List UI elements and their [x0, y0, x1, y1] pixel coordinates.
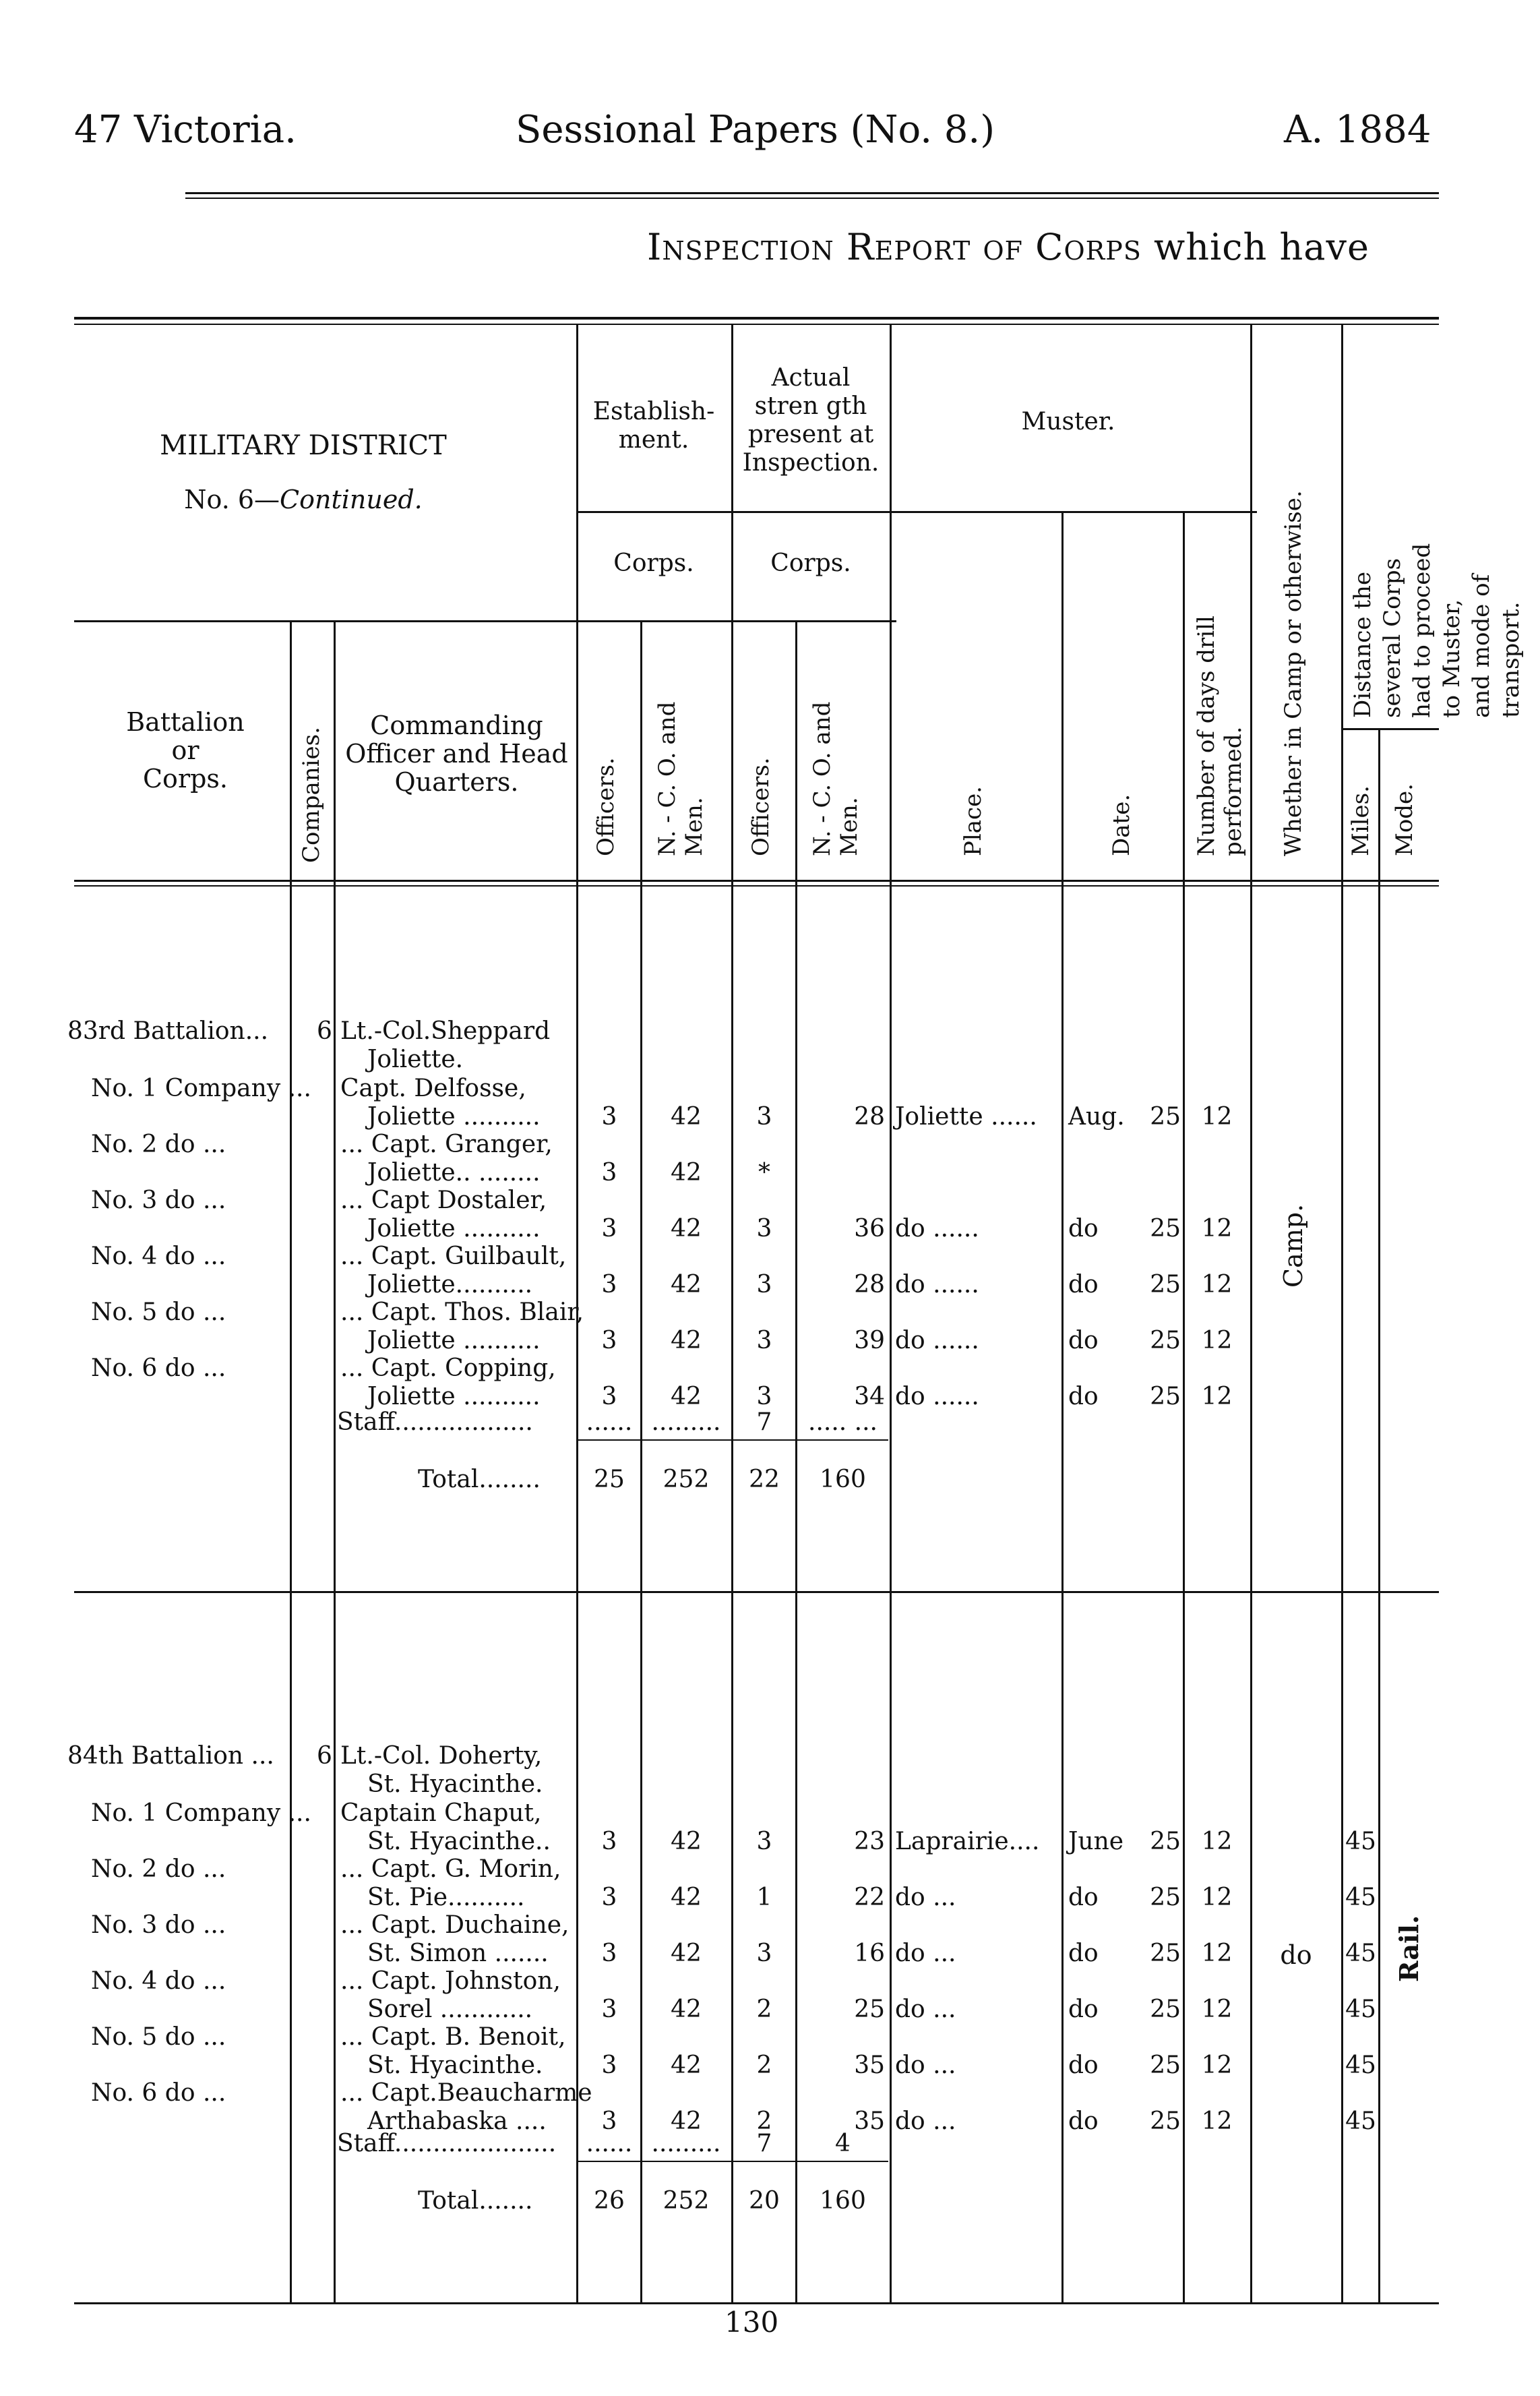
commanding-officer: Lt.-Col.Sheppard: [340, 1017, 551, 1045]
staff-officers: ......: [586, 2130, 633, 2157]
nco-men-heading: N. - C. O. and Men.: [654, 701, 708, 856]
nco-men-heading-actual: N. - C. O. and Men.: [809, 701, 863, 856]
company-headquarters: Sorel ............: [367, 1996, 533, 2023]
corps-name: No. 1 Company ...: [91, 1075, 311, 1102]
actual-officers: 2: [756, 2107, 772, 2135]
block-separator: [74, 1591, 1439, 1593]
actual-men: 28: [854, 1103, 885, 1131]
corps-name: No. 5 do ...: [91, 2023, 226, 2051]
camp-value: Camp.: [1279, 1203, 1308, 1288]
battalion-heading: Battalion or Corps.: [126, 707, 245, 793]
total-actual-men: 160: [820, 2187, 866, 2215]
distance-miles: 45: [1345, 1828, 1376, 1855]
total-men: 252: [663, 2187, 710, 2215]
drill-days: 12: [1201, 2051, 1233, 2079]
head-bottom-rule-2: [74, 885, 1439, 887]
subhead-rule: [576, 511, 1257, 513]
actual-officers: 3: [756, 1103, 772, 1131]
total-rule: [578, 1439, 888, 1441]
establishment-officers: 3: [601, 1271, 617, 1298]
distance-miles: 45: [1345, 1940, 1376, 1967]
company-headquarters: Joliette..........: [367, 1271, 533, 1298]
establishment-officers: 3: [601, 1383, 617, 1410]
corps-heading-establishment: Corps.: [613, 549, 694, 577]
district-sub-number: No. 6—: [184, 485, 280, 514]
company-captain: ... Capt. Duchaine,: [340, 1911, 569, 1939]
date-heading: Date.: [1108, 793, 1135, 856]
company-captain: ... Capt. Copping,: [340, 1354, 556, 1382]
table-bottom-rule: [74, 2302, 1439, 2304]
company-captain: Capt. Delfosse,: [340, 1075, 526, 1102]
muster-place: do ...: [895, 1996, 956, 2023]
muster-day: 25: [1150, 1103, 1181, 1131]
drill-days: 12: [1201, 1215, 1233, 1242]
commanding-heading: Commanding Officer and Head Quarters.: [345, 711, 568, 797]
muster-place: do ...: [895, 1940, 956, 1967]
muster-place: do ...: [895, 1884, 956, 1911]
actual-strength-heading: Actual stren gth present at Inspection.: [742, 364, 880, 477]
company-captain: ... Capt. Granger,: [340, 1131, 553, 1158]
company-captain: ... Capt.Beaucharme: [340, 2079, 592, 2107]
establishment-heading: Establish- ment.: [592, 398, 715, 454]
actual-men: 39: [854, 1327, 885, 1354]
companies-heading: Companies.: [298, 727, 325, 863]
corps-name: No. 1 Company ...: [91, 1799, 311, 1827]
actual-men: 23: [854, 1828, 885, 1855]
actual-officers: 3: [756, 1940, 772, 1967]
col-line-place: [890, 324, 892, 2302]
district-sub: [101, 485, 505, 514]
company-captain: ... Capt. B. Benoit,: [340, 2023, 566, 2051]
muster-heading: Muster.: [1021, 408, 1115, 436]
company-captain: ... Capt. G. Morin,: [340, 1855, 561, 1883]
drill-days-heading: Number of days drill performed.: [1193, 616, 1247, 856]
establishment-officers: 3: [601, 1103, 617, 1131]
company-captain: ... Capt. Johnston,: [340, 1967, 561, 1995]
muster-month: do: [1068, 1271, 1099, 1298]
drill-days: 12: [1201, 1828, 1233, 1855]
actual-officers: 3: [756, 1828, 772, 1855]
distance-heading: Distance the several Corps had to proceed to Muster, and mode of transport.: [1349, 543, 1524, 718]
actual-men: 25: [854, 1996, 885, 2023]
staff-officers: ......: [586, 1408, 633, 1436]
establishment-officers: 3: [601, 1215, 617, 1242]
establishment-men: 42: [671, 1383, 702, 1410]
companies-count: 6: [317, 1742, 332, 1770]
actual-officers: 3: [756, 1327, 772, 1354]
report-title-rest: which have: [1141, 226, 1369, 268]
company-headquarters: St. Hyacinthe.: [367, 2051, 543, 2079]
total-rule: [578, 2161, 888, 2162]
actual-men: 35: [854, 2051, 885, 2079]
establishment-men: 42: [671, 2051, 702, 2079]
muster-place: do ...: [895, 2107, 956, 2135]
staff-men: .........: [651, 2130, 721, 2157]
district-label: MILITARY DISTRICT: [160, 430, 447, 461]
district-sub-continued: Continued.: [280, 485, 423, 514]
muster-day: 25: [1150, 1884, 1181, 1911]
total-officers: 25: [594, 1466, 625, 1493]
muster-month: do: [1068, 1884, 1099, 1911]
actual-men: 36: [854, 1215, 885, 1242]
establishment-men: 42: [671, 2107, 702, 2135]
mode-heading: Mode.: [1391, 783, 1418, 856]
drill-days: 12: [1201, 1940, 1233, 1967]
muster-place: Laprairie....: [895, 1828, 1040, 1855]
actual-men: 22: [854, 1884, 885, 1911]
muster-place: do ......: [895, 1215, 979, 1242]
muster-day: 25: [1150, 1327, 1181, 1354]
total-men: 252: [663, 1466, 710, 1493]
corps-name: No. 2 do ...: [91, 1131, 226, 1158]
total-label: Total........: [418, 1466, 541, 1493]
corps-heading-actual: Corps.: [770, 549, 851, 577]
camp-value: do: [1280, 1940, 1312, 1970]
establishment-officers: 3: [601, 2051, 617, 2079]
total-actual-officers: 20: [749, 2187, 780, 2215]
actual-officers: 1: [756, 1884, 772, 1911]
staff-label: Staff.....................: [337, 2130, 557, 2157]
company-headquarters: Joliette ..........: [367, 1215, 541, 1242]
drill-days: 12: [1201, 1383, 1233, 1410]
col-line-camp: [1250, 324, 1252, 2302]
muster-month: do: [1068, 1383, 1099, 1410]
muster-place: Joliette ......: [895, 1103, 1037, 1131]
establishment-officers: 3: [601, 1996, 617, 2023]
col-line-act-nco: [795, 620, 797, 2302]
company-captain: Captain Chaput,: [340, 1799, 542, 1827]
header-left: 47 Victoria.: [74, 108, 297, 152]
establishment-officers: 3: [601, 1940, 617, 1967]
muster-day: 25: [1150, 1996, 1181, 2023]
establishment-officers: 3: [601, 1828, 617, 1855]
muster-place: do ...: [895, 2051, 956, 2079]
col-line-companies: [290, 620, 292, 2302]
corps-name: No. 6 do ...: [91, 2079, 226, 2107]
transport-mode: Rail.: [1394, 1915, 1424, 1982]
company-captain: ... Capt. Thos. Blair,: [340, 1298, 584, 1326]
company-headquarters: St. Hyacinthe..: [367, 1828, 551, 1855]
company-headquarters: Joliette ..........: [367, 1383, 541, 1410]
battalion-name: 84th Battalion ...: [67, 1742, 274, 1770]
place-heading: Place.: [960, 786, 987, 856]
staff-actual-officers: 7: [756, 2130, 772, 2157]
muster-month: do: [1068, 2107, 1099, 2135]
establishment-men: 42: [671, 1159, 702, 1187]
establishment-men: 42: [671, 1940, 702, 1967]
staff-label: Staff..................: [337, 1408, 533, 1436]
officers-heading-actual: Officers.: [747, 757, 774, 856]
actual-officers: 3: [756, 1271, 772, 1298]
total-label: Total.......: [418, 2187, 533, 2215]
table-top-rule: [74, 317, 1439, 320]
actual-officers: *: [758, 1159, 770, 1187]
company-captain: ... Capt. Guilbault,: [340, 1242, 567, 1270]
actual-officers: 2: [756, 2051, 772, 2079]
total-officers: 26: [594, 2187, 625, 2215]
company-headquarters: Joliette.. ........: [367, 1159, 541, 1187]
corps-name: No. 4 do ...: [91, 1967, 226, 1995]
staff-actual-men: 4: [835, 2130, 851, 2157]
actual-men: 34: [854, 1383, 885, 1410]
muster-day: 25: [1150, 1828, 1181, 1855]
establishment-men: 42: [671, 1884, 702, 1911]
camp-heading: Whether in Camp or otherwise.: [1280, 490, 1307, 856]
col-line-mode: [1378, 728, 1380, 2302]
muster-month: do: [1068, 1327, 1099, 1354]
muster-place: do ......: [895, 1271, 979, 1298]
corps-name: No. 2 do ...: [91, 1855, 226, 1883]
drill-days: 12: [1201, 1271, 1233, 1298]
table-top-rule-2: [74, 324, 1439, 325]
muster-month: Aug.: [1068, 1103, 1125, 1131]
establishment-men: 42: [671, 1271, 702, 1298]
header-rule-bottom: [185, 198, 1439, 199]
establishment-men: 42: [671, 1103, 702, 1131]
muster-place: do ......: [895, 1327, 979, 1354]
muster-month: do: [1068, 2051, 1099, 2079]
report-title: [647, 226, 1369, 268]
distance-rule: [1341, 728, 1439, 730]
corps-name: No. 5 do ...: [91, 1298, 226, 1326]
corps-name: No. 3 do ...: [91, 1187, 226, 1214]
company-headquarters: St. Simon .......: [367, 1940, 549, 1967]
company-headquarters: St. Pie..........: [367, 1884, 525, 1911]
actual-men: 28: [854, 1271, 885, 1298]
staff-actual-men: ..... ...: [808, 1408, 877, 1436]
drill-days: 12: [1201, 1884, 1233, 1911]
company-headquarters: Joliette ..........: [367, 1103, 541, 1131]
corps-name: No. 4 do ...: [91, 1242, 226, 1270]
establishment-men: 42: [671, 1215, 702, 1242]
staff-actual-officers: 7: [756, 1408, 772, 1436]
total-actual-officers: 22: [749, 1466, 780, 1493]
muster-day: 25: [1150, 1271, 1181, 1298]
head-bottom-rule: [74, 880, 1439, 882]
actual-men: 35: [854, 2107, 885, 2135]
group-rule: [74, 620, 896, 622]
muster-day: 25: [1150, 1940, 1181, 1967]
commanding-officer: Lt.-Col. Doherty,: [340, 1742, 543, 1770]
muster-day: 25: [1150, 1215, 1181, 1242]
establishment-men: 42: [671, 1996, 702, 2023]
staff-men: .........: [651, 1408, 721, 1436]
establishment-officers: 3: [601, 1327, 617, 1354]
muster-month: do: [1068, 1996, 1099, 2023]
establishment-officers: 3: [601, 1884, 617, 1911]
actual-officers: 3: [756, 1215, 772, 1242]
battalion-name: 83rd Battalion...: [67, 1017, 269, 1045]
actual-officers: 3: [756, 1383, 772, 1410]
actual-men: 16: [854, 1940, 885, 1967]
drill-days: 12: [1201, 1103, 1233, 1131]
muster-place: do ......: [895, 1383, 979, 1410]
establishment-men: 42: [671, 1828, 702, 1855]
header-right: A. 1884: [1284, 108, 1431, 152]
distance-miles: 45: [1345, 2051, 1376, 2079]
muster-day: 25: [1150, 1383, 1181, 1410]
establishment-men: 42: [671, 1327, 702, 1354]
company-headquarters: Arthabaska ....: [367, 2107, 547, 2135]
corps-name: No. 6 do ...: [91, 1354, 226, 1382]
muster-day: 25: [1150, 2051, 1181, 2079]
actual-officers: 2: [756, 1996, 772, 2023]
establishment-officers: 3: [601, 1159, 617, 1187]
muster-month: June: [1068, 1828, 1124, 1855]
companies-count: 6: [317, 1017, 332, 1045]
drill-days: 12: [1201, 1996, 1233, 2023]
corps-name: No. 3 do ...: [91, 1911, 226, 1939]
headquarters: Joliette.: [367, 1046, 464, 1073]
total-actual-men: 160: [820, 1466, 866, 1493]
header-rule-top: [185, 192, 1439, 194]
page-number: 130: [725, 2306, 779, 2339]
headquarters: St. Hyacinthe.: [367, 1770, 543, 1798]
header-center: Sessional Papers (No. 8.): [516, 108, 995, 152]
col-line-est-nco: [640, 620, 642, 2302]
company-headquarters: Joliette ..........: [367, 1327, 541, 1354]
miles-heading: Miles.: [1347, 785, 1374, 856]
officers-heading: Officers.: [592, 757, 619, 856]
col-line-date: [1061, 512, 1064, 2302]
muster-month: do: [1068, 1940, 1099, 1967]
muster-month: do: [1068, 1215, 1099, 1242]
distance-miles: 45: [1345, 1996, 1376, 2023]
company-captain: ... Capt Dostaler,: [340, 1187, 547, 1214]
report-title-caps: Inspection Report of Corps: [647, 226, 1142, 268]
establishment-officers: 3: [601, 2107, 617, 2135]
distance-miles: 45: [1345, 1884, 1376, 1911]
muster-day: 25: [1150, 2107, 1181, 2135]
distance-miles: 45: [1345, 2107, 1376, 2135]
drill-days: 12: [1201, 2107, 1233, 2135]
col-line-commanding: [334, 620, 336, 2302]
drill-days: 12: [1201, 1327, 1233, 1354]
